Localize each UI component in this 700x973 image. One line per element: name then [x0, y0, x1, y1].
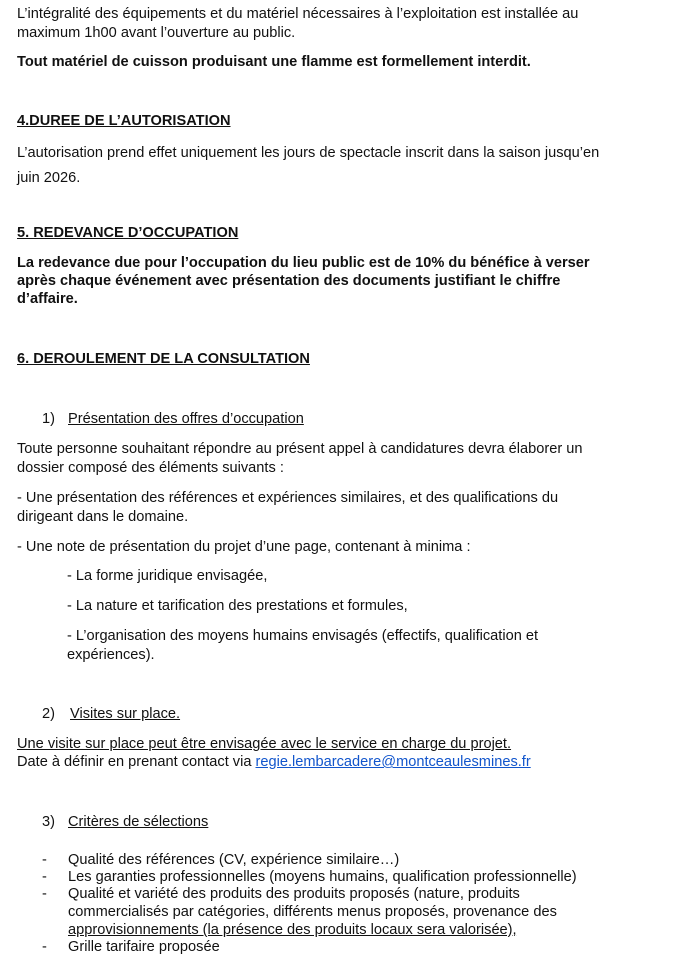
criteria-item-1: Qualité des références (CV, expérience similaire…)	[68, 852, 400, 868]
criteria-dash-4: -	[42, 939, 47, 955]
criteria-dash-3: -	[42, 886, 47, 902]
sub-1-intro-line-1: Toute personne souhaitant répondre au présent appel à candidatures devra élaborer un	[17, 441, 583, 457]
criteria-dash-2: -	[42, 869, 47, 885]
section-5-heading: 5. REDEVANCE D’OCCUPATION	[17, 225, 239, 241]
sub-1-bullet-2: - Une note de présentation du projet d’une page, contenant à minima :	[17, 539, 471, 555]
criteria-item-3-line-3: approvisionnements (la présence des produits locaux sera valorisée),	[68, 922, 517, 938]
section-5-line-1: La redevance due pour l’occupation du lieu public est de 10% du bénéfice à verser	[17, 255, 590, 271]
sub-1-number: 1)	[42, 411, 55, 427]
criteria-item-2: Les garanties professionnelles (moyens humains, qualification professionnelle)	[68, 869, 577, 885]
sub-1-intro-line-2: dossier composé des éléments suivants :	[17, 460, 284, 476]
section-4-line-1: L’autorisation prend effet uniquement les jours de spectacle inscrit dans la saison jusqu’en	[17, 145, 600, 161]
intro-line-1: L’intégralité des équipements et du matériel nécessaires à l’exploitation est installée au	[17, 6, 579, 22]
sub-1-sub-item-2: - La nature et tarification des prestations et formules,	[67, 598, 408, 614]
sub-2-number: 2)	[42, 706, 55, 722]
sub-3-number: 3)	[42, 814, 55, 830]
contact-email-link[interactable]: regie.lembarcadere@montceaulesmines.fr	[255, 754, 531, 770]
section-4-heading: 4.DUREE DE L’AUTORISATION	[17, 113, 231, 129]
criteria-item-3-line-1: Qualité et variété des produits des produits proposés (nature, produits	[68, 886, 520, 902]
sub-2-line-1: Une visite sur place peut être envisagée avec le service en charge du projet.	[17, 736, 512, 752]
section-4-line-2: juin 2026.	[17, 170, 81, 186]
sub-2-title: Visites sur place.	[70, 706, 181, 722]
sub-1-sub-item-3: - L’organisation des moyens humains envisagés (effectifs, qualification et	[67, 628, 539, 644]
criteria-dash-1: -	[42, 852, 47, 868]
section-6-heading: 6. DEROULEMENT DE LA CONSULTATION	[17, 351, 310, 367]
intro-line-2: maximum 1h00 avant l’ouverture au public.	[17, 25, 296, 41]
sub-2-line-2	[17, 753, 531, 771]
flame-prohibition: Tout matériel de cuisson produisant une flamme est formellement interdit.	[17, 54, 531, 70]
sub-3-title: Critères de sélections	[68, 814, 209, 830]
criteria-item-3-line-2: commercialisés par catégories, différents menus proposés, provenance des	[68, 904, 557, 920]
sub-1-sub-item-3-cont: expériences).	[67, 647, 155, 663]
criteria-item-4: Grille tarifaire proposée	[68, 939, 220, 955]
sub-1-title: Présentation des offres d’occupation	[68, 411, 304, 427]
sub-1-bullet-1-line-1: - Une présentation des références et expériences similaires, et des qualifications du	[17, 490, 559, 506]
section-5-line-3: d’affaire.	[17, 291, 78, 307]
section-5-line-2: après chaque événement avec présentation des documents justifiant le chiffre	[17, 273, 561, 289]
sub-1-bullet-1-line-2: dirigeant dans le domaine.	[17, 509, 189, 525]
sub-1-sub-item-1: - La forme juridique envisagée,	[67, 568, 268, 584]
sub-2-contact-text: Date à définir en prenant contact via	[17, 754, 256, 770]
